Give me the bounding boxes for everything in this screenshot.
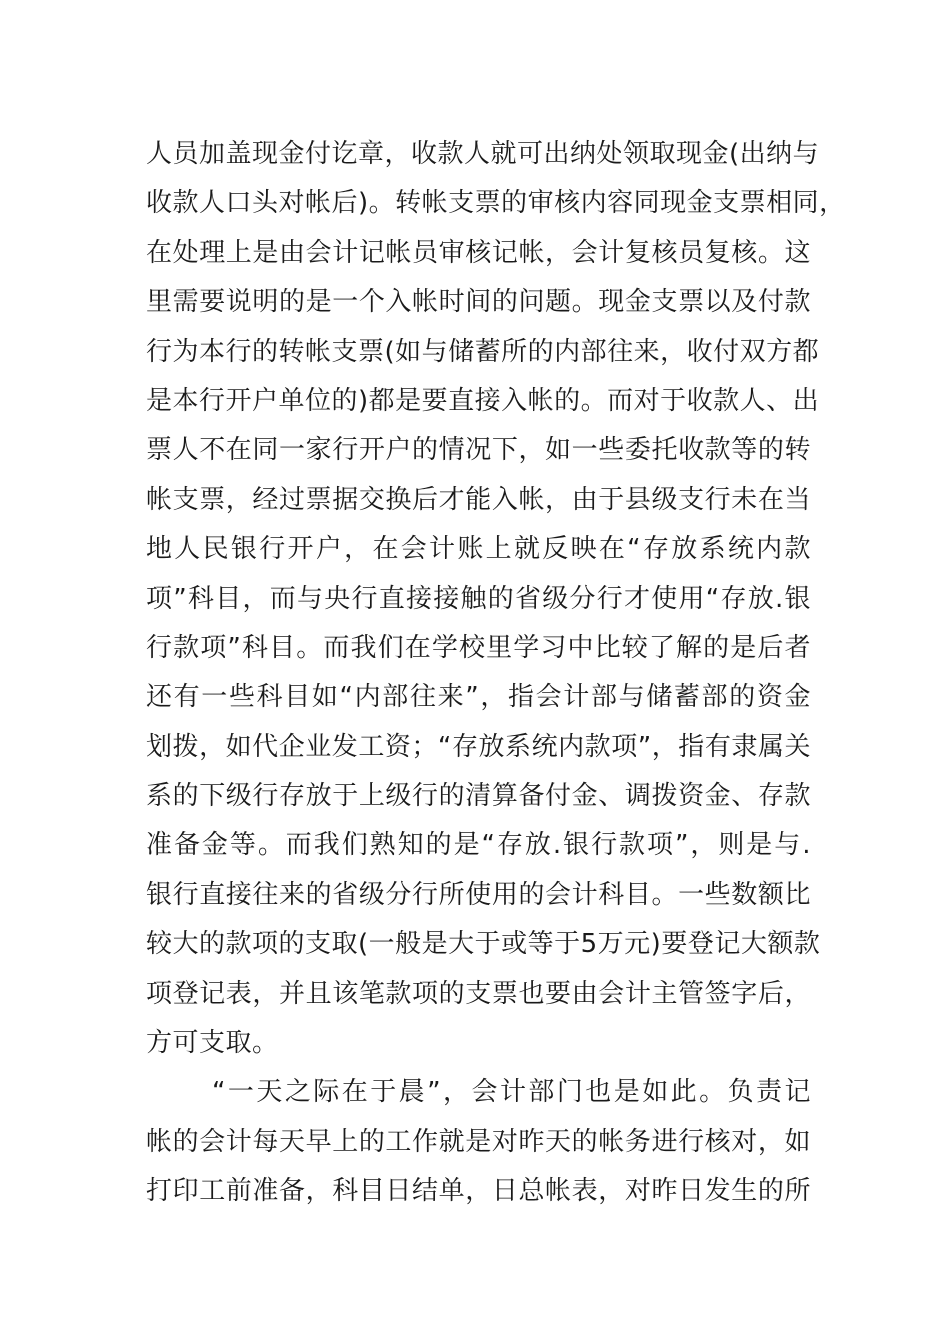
text-line: 人员加盖现金付讫章，收款人就可出纳处领取现金(出纳与	[146, 139, 820, 169]
text-line: 较大的款项的支取(一般是大于或等于5万元)要登记大额款	[146, 929, 821, 960]
text-line: 在处理上是由会计记帐员审核记帐，会计复核员复核。这	[146, 237, 811, 268]
text-line: 是本行开户单位的)都是要直接入帐的。而对于收款人、出	[146, 385, 820, 416]
text-line: 行款项”科目。而我们在学校里学习中比较了解的是后者	[146, 632, 811, 663]
text-line: 划拨，如代企业发工资；“存放系统内款项”，指有隶属关	[146, 731, 811, 762]
text-line: 帐的会计每天早上的工作就是对昨天的帐务进行核对，如	[146, 1126, 811, 1157]
text-line: 项”科目，而与央行直接接触的省级分行才使用“存放.银	[146, 583, 811, 614]
text-line: 里需要说明的是一个入帐时间的问题。现金支票以及付款	[146, 287, 811, 318]
text-line: 还有一些科目如“内部往来”，指会计部与储蓄部的资金	[146, 682, 811, 713]
text-line: 收款人口头对帐后)。转帐支票的审核内容同现金支票相同，	[146, 188, 846, 219]
text-line: 打印工前准备，科目日结单，日总帐表，对昨日发生的所	[146, 1176, 811, 1207]
body-text	[146, 130, 846, 1217]
text-line: 银行直接往来的省级分行所使用的会计科目。一些数额比	[146, 879, 811, 910]
text-line: 票人不在同一家行开户的情况下，如一些委托收款等的转	[146, 435, 811, 466]
paragraph-end-line: 方可支取。	[146, 1028, 279, 1059]
paragraph-start-line: “一天之际在于晨”，会计部门也是如此。负责记	[212, 1077, 811, 1108]
text-line: 系的下级行存放于上级行的清算备付金、调拨资金、存款	[146, 781, 811, 812]
text-line: 准备金等。而我们熟知的是“存放.银行款项”，则是与.	[146, 830, 811, 861]
text-line: 帐支票，经过票据交换后才能入帐，由于县级支行未在当	[146, 484, 811, 515]
text-line: 项登记表，并且该笔款项的支票也要由会计主管签字后，	[146, 978, 811, 1009]
text-line: 行为本行的转帐支票(如与储蓄所的内部往来，收付双方都	[146, 336, 820, 367]
text-line: 地人民银行开户，在会计账上就反映在“存放系统内款	[146, 534, 811, 565]
